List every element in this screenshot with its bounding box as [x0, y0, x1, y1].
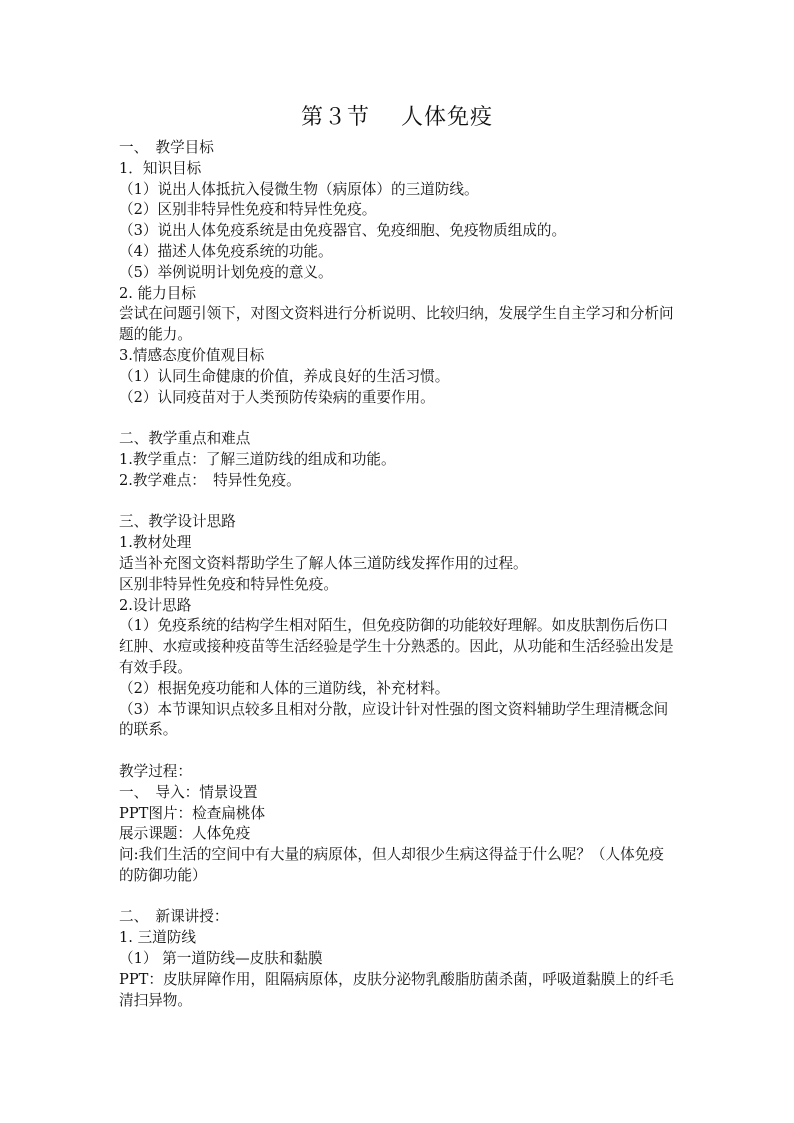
- key-point-item: 1.教学重点：了解三道防线的组成和功能。: [119, 450, 396, 468]
- intro-line: 展示课题：人体免疫: [119, 825, 251, 843]
- document-body: [119, 138, 677, 1011]
- knowledge-item: （2）区别非特异性免疫和特异性免疫。: [119, 201, 377, 219]
- material-line: 区别非特异性免疫和特异性免疫。: [119, 575, 338, 593]
- subheading-knowledge: 1．知识目标: [119, 159, 202, 177]
- knowledge-item: （5）举例说明计划免疫的意义。: [119, 263, 333, 281]
- spacer: [119, 408, 677, 429]
- spacer: [119, 741, 677, 762]
- intro-line: PPT图片：检查扁桃体: [119, 804, 266, 822]
- key-point-item: 2.教学难点： 特异性免疫。: [119, 471, 301, 489]
- defense-paragraph: PPT：皮肤屏障作用，阻隔病原体，皮肤分泌物乳酸脂肪菌杀菌，呼吸道黏膜上的纤毛清扫异物。: [119, 970, 674, 1009]
- spacer: [119, 492, 677, 513]
- material-line: 适当补充图文资料帮助学生了解人体三道防线发挥作用的过程。: [119, 554, 528, 572]
- process-heading: 教学过程：: [119, 762, 192, 780]
- emotion-item: （2）认同疫苗对于人类预防传染病的重要作用。: [119, 388, 435, 406]
- knowledge-item: （1）说出人体抵抗入侵微生物（病原体）的三道防线。: [119, 180, 479, 198]
- design-item: （1）免疫系统的结构学生相对陌生，但免疫防御的功能较好理解。如皮肤割伤后伤口红肿、水痘或接种疫苗等生活经验是学生十分熟悉的。因此，从功能和生活经验出发是有效手段。: [119, 617, 674, 676]
- subheading-material: 1.教材处理: [119, 534, 192, 552]
- design-item: （2）根据免疫功能和人体的三道防线，补充材料。: [119, 679, 450, 697]
- defense-subheading: （1） 第一道防线—皮肤和黏膜: [119, 950, 323, 968]
- ability-paragraph: 尝试在问题引领下，对图文资料进行分析说明、比较归纳，发展学生自主学习和分析问题的能力。: [119, 305, 674, 344]
- intro-line: 问:我们生活的空间中有大量的病原体，但人却很少生病这得益于什么呢？（人体免疫的防御功能）: [119, 846, 664, 884]
- spacer: [119, 887, 677, 908]
- new-lesson-heading: 二、 新课讲授：: [119, 908, 229, 926]
- knowledge-item: （4）描述人体免疫系统的功能。: [119, 242, 333, 260]
- subheading-emotion: 3.情感态度价值观目标: [119, 346, 265, 364]
- section-heading-objectives: 一、 教学目标: [119, 139, 214, 156]
- subheading-ability: 2. 能力目标: [119, 284, 196, 302]
- defense-heading: 1. 三道防线: [119, 929, 196, 947]
- intro-heading: 一、 导入：情景设置: [119, 783, 258, 801]
- emotion-item: （1）认同生命健康的价值，养成良好的生活习惯。: [119, 367, 450, 385]
- knowledge-item: （3）说出人体免疫系统是由免疫器官、免疫细胞、免疫物质组成的。: [119, 222, 567, 240]
- section-heading-design: 三、教学设计思路: [119, 513, 236, 531]
- section-heading-key-points: 二、教学重点和难点: [119, 430, 251, 448]
- design-item: （3）本节课知识点较多且相对分散，应设计针对性强的图文资料辅助学生理清概念间的联系。: [119, 700, 669, 739]
- subheading-design-idea: 2.设计思路: [119, 596, 192, 614]
- page-title: 第３节 人体免疫: [301, 105, 493, 130]
